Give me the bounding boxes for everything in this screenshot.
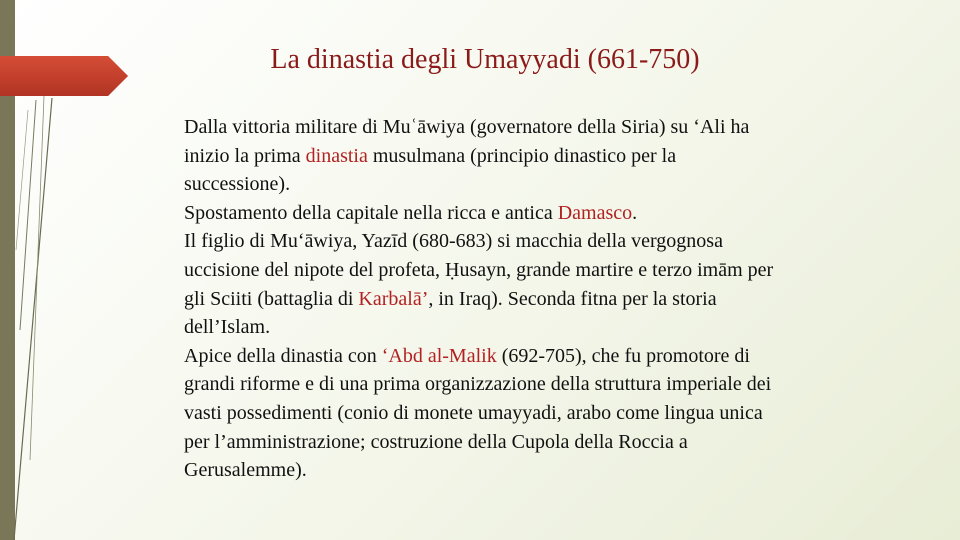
highlighted-term: Karbalā’: [358, 287, 429, 310]
body-paragraph: [184, 227, 784, 341]
paragraph-text: Il figlio di Mu‘āwiya, Yazīd (680-683) si macchia della vergognosa uccisione del nipote del profeta, Ḥusayn, grande martire e terzo imām per gli Sciiti (battaglia di: [184, 230, 774, 310]
slide-title-text: La dinastia degli Umayyadi (661-750): [270, 44, 700, 75]
body-paragraph: [184, 342, 784, 485]
body-paragraph: [184, 113, 784, 199]
body-paragraph: [184, 199, 784, 228]
highlighted-term: Damasco: [557, 201, 633, 224]
paragraph-text: .: [632, 201, 638, 224]
highlighted-term: dinastia: [305, 144, 368, 167]
paragraph-text: musulmana (principio dinastico per la successione).: [184, 144, 677, 196]
slide-title: [0, 44, 960, 76]
slide-body-text: [184, 113, 784, 485]
paragraph-text: , in Iraq). Seconda fitna per la storia dell’Islam.: [184, 287, 717, 339]
decorative-arrow-lines: [0, 0, 140, 540]
paragraph-text: Dalla vittoria militare di Muʿāwiya (governatore della Siria) su ‘Ali ha inizio la prima: [184, 116, 750, 167]
paragraph-text: (692-705), che fu promotore di grandi riforme e di una prima organizzazione della struttura imperiale dei vasti possedimenti (conio di monete umayyadi, arabo come lingua unica per l’amministrazione; costruzione della Cupola della Roccia a Gerusalemme).: [184, 344, 772, 482]
paragraph-text: Apice della dinastia con: [184, 344, 382, 367]
highlighted-term: ‘Abd al-Malik: [381, 344, 497, 367]
paragraph-text: Spostamento della capitale nella ricca e antica: [184, 201, 558, 224]
